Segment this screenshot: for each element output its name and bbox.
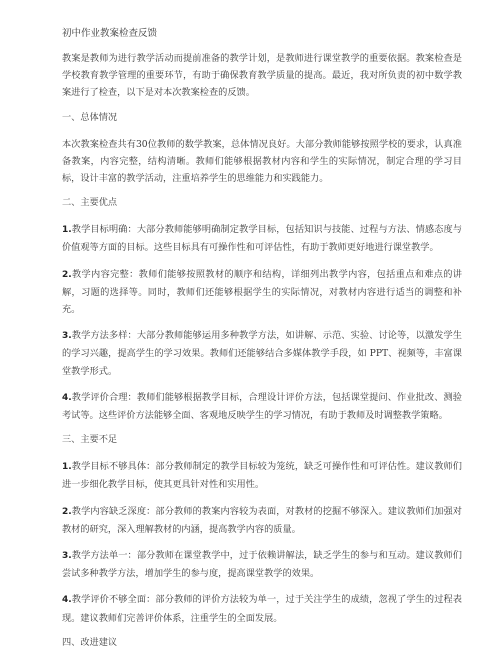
list-item-text: 教学目标明确：大部分教师能够明确制定教学目标，包括知识与技能、过程与方法、情感态度与价值观等方面的目标。这些目标具有可操作性和可评估性，有助于教师更好地进行课堂教学。 <box>62 224 462 254</box>
weaknesses-list <box>62 458 462 627</box>
section-heading-weaknesses: 三、主要不足 <box>62 434 118 446</box>
list-item-text: 教学方法单一：部分教师在课堂教学中，过于依赖讲解法，缺乏学生的参与和互动。建议教师们尝试多种教学方法，增加学生的参与度，提高课堂教学的效果。 <box>62 550 462 580</box>
list-item-number: 2. <box>62 269 72 280</box>
list-item-text: 教学评价合理：教师们能够根据教学目标，合理设计评价方法，包括课堂提问、作业批改、测验考试等。这些评价方法能够全面、客观地反映学生的学习情况，有助于教师及时调整教学策略。 <box>62 391 462 422</box>
list-item-text: 教学目标不够具体：部分教师制定的教学目标较为笼统，缺乏可操作性和可评估性。建议教师们进一步细化教学目标，使其更具针对性和实用性。 <box>62 461 462 491</box>
section-heading-strengths: 二、主要优点 <box>62 197 118 209</box>
list-item <box>62 266 462 319</box>
list-item <box>62 503 462 538</box>
list-item-number: 2. <box>62 506 72 517</box>
list-item <box>62 389 462 424</box>
document-title: 初中作业教案检查反馈 <box>62 28 158 39</box>
list-item <box>62 591 462 626</box>
list-item-number: 4. <box>62 392 72 403</box>
list-item <box>62 327 462 380</box>
list-item-text: 教学方法多样：大部分教师能够运用多种教学方法，如讲解、示范、实验、讨论等，以激发学生的学习兴趣，提高学生的学习效果。教师们还能够结合多媒体教学手段，如 PPT、视频等，丰富课堂教学形式。 <box>62 330 462 377</box>
section-heading-overview: 一、总体情况 <box>62 111 118 123</box>
intro-paragraph: 教案是教师为进行教学活动而提前准备的教学计划，是教师进行课堂教学的重要依据。教案检查是学校教育教学管理的重要环节，有助于确保教育教学质量的提高。最近，我对所负责的初中数学教案进行了检查，以下是对本次教案检查的反馈。 <box>62 53 462 99</box>
list-item-number: 1. <box>62 225 72 236</box>
list-item-text: 教学内容缺乏深度：部分教师的教案内容较为表面，对教材的挖掘不够深入。建议教师们加强对教材的研究，深入理解教材的内涵，提高教学内容的质量。 <box>62 505 462 535</box>
list-item <box>62 547 462 582</box>
list-item <box>62 221 462 256</box>
strengths-list <box>62 221 462 424</box>
list-item-text: 教学评价不够全面：部分教师的评价方法较为单一，过于关注学生的成绩，忽视了学生的过程表现。建议教师们完善评价体系，注重学生的全面发展。 <box>62 594 462 624</box>
list-item <box>62 458 462 493</box>
section-heading-suggestions: 四、改进建议 <box>62 636 118 648</box>
overview-paragraph: 本次教案检查共有30位教师的数学教案，总体情况良好。大部分教师能够按照学校的要求，认真准备教案，内容完整，结构清晰。教师们能够根据教材内容和学生的实际情况，制定合理的学习目标，设计丰富的教学活动，注重培养学生的思维能力和实践能力。 <box>62 138 462 185</box>
list-item-number: 3. <box>62 551 72 562</box>
list-item-number: 4. <box>62 595 72 606</box>
list-item-number: 3. <box>62 331 72 342</box>
list-item-text: 教学内容完整：教师们能够按照教材的顺序和结构，详细列出教学内容，包括重点和难点的讲解，习题的选择等。同时，教师们还能够根据学生的实际情况，对教材内容进行适当的调整和补充。 <box>62 268 462 316</box>
list-item-number: 1. <box>62 462 72 473</box>
